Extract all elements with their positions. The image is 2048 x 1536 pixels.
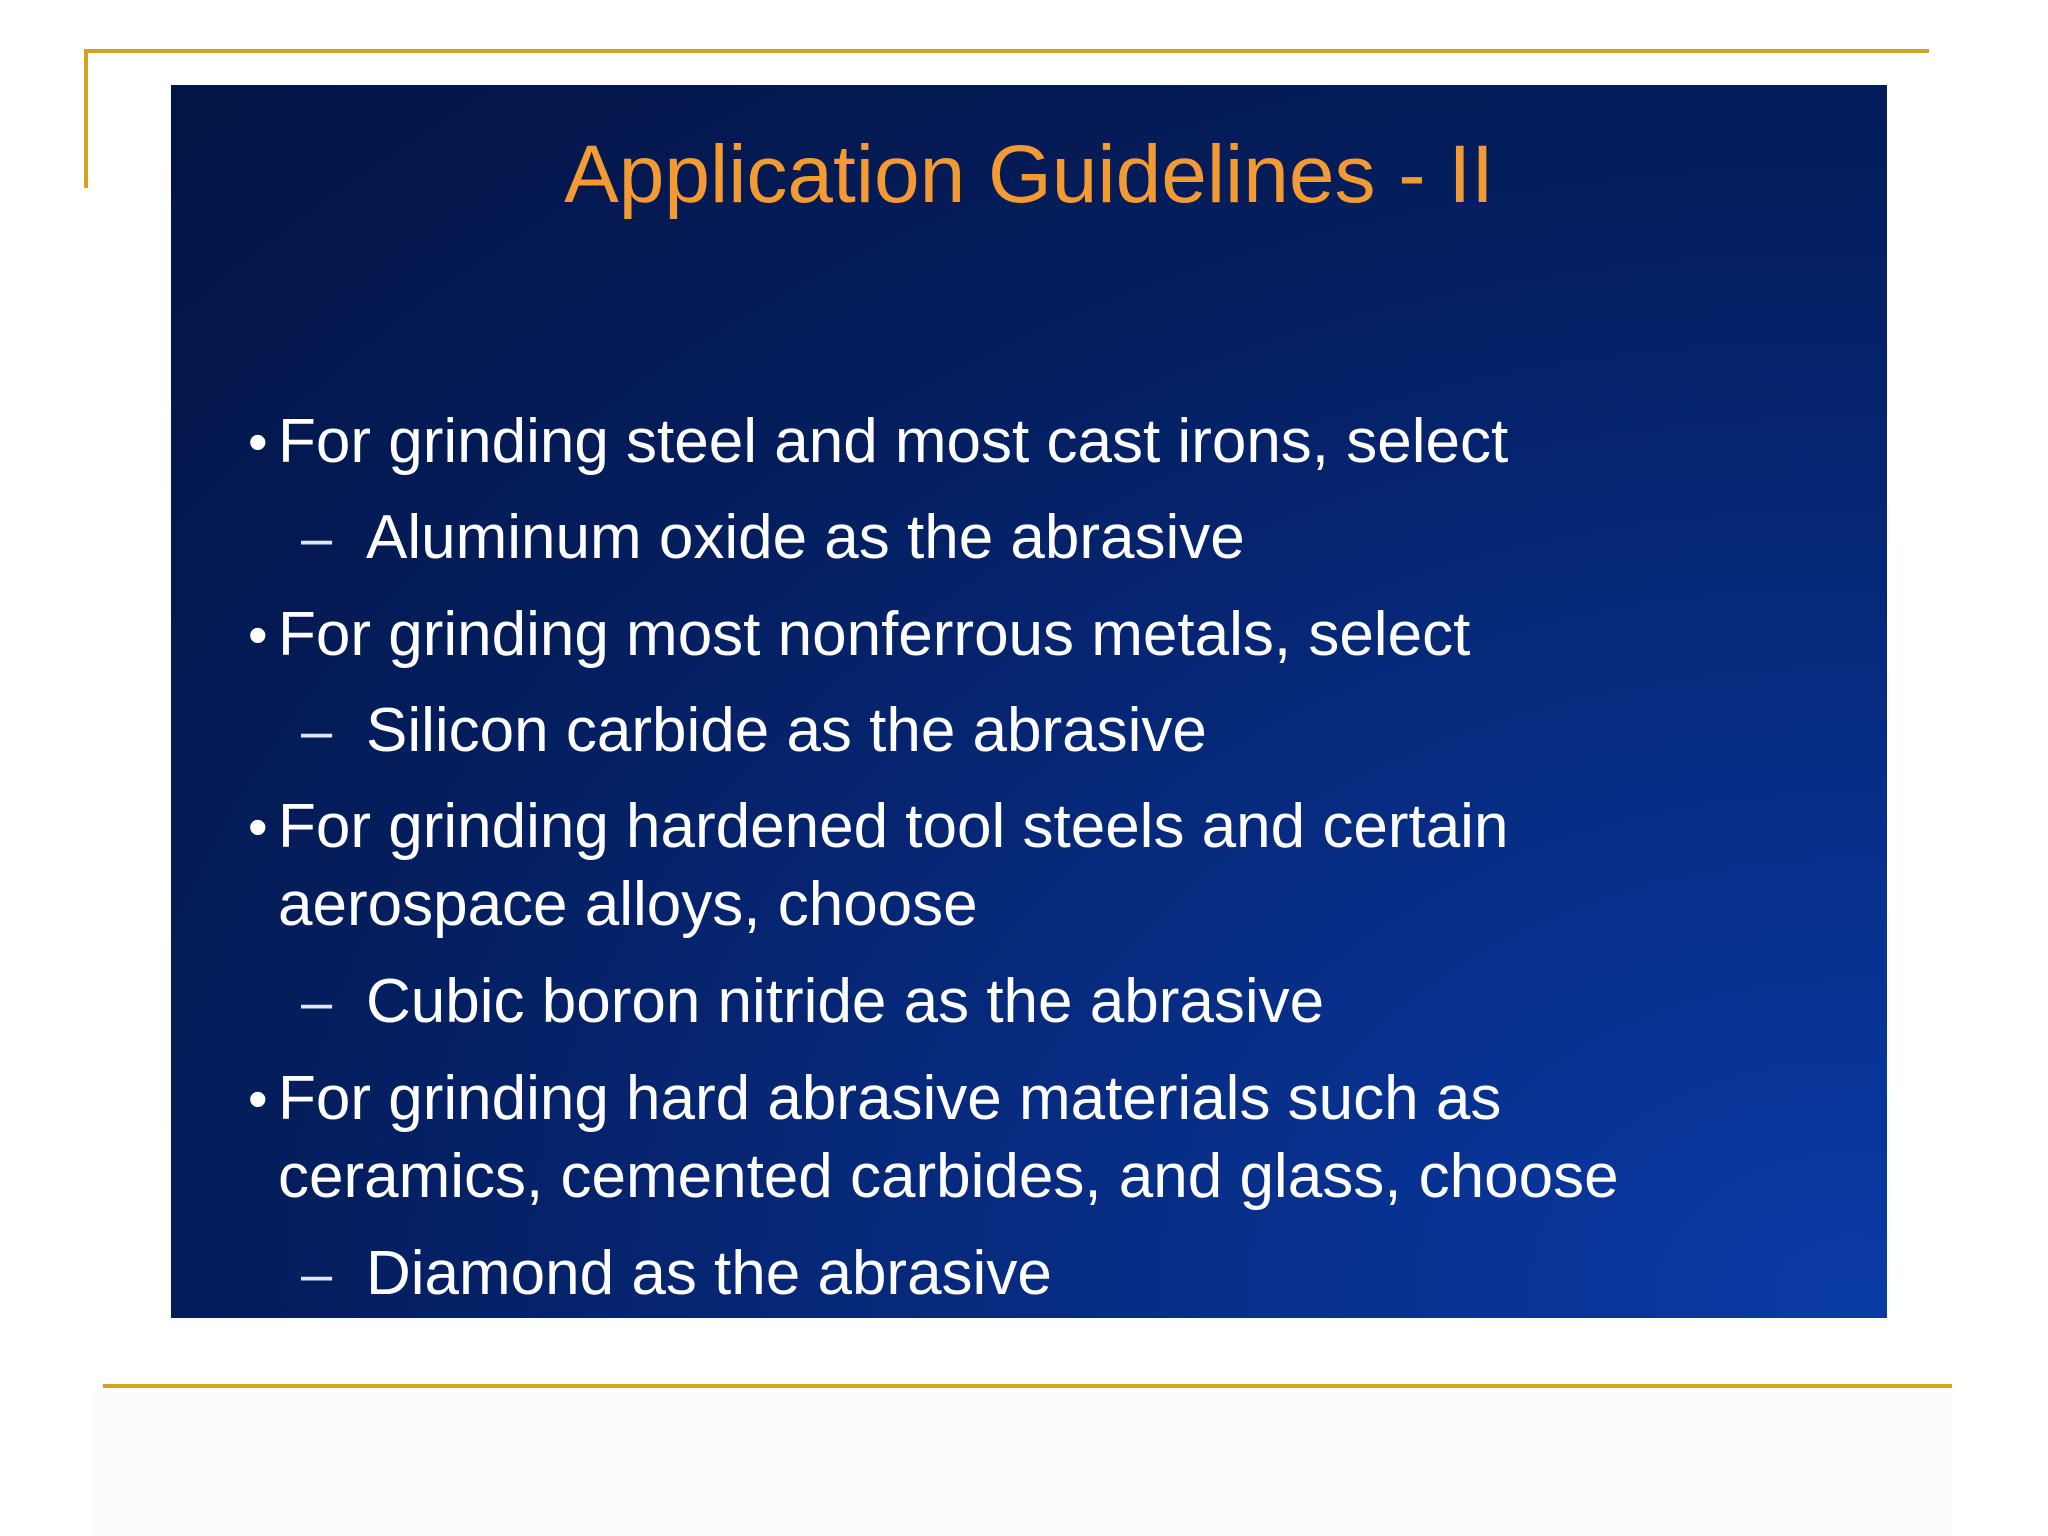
- sub-bullet-item: [301, 692, 1846, 770]
- sub-bullet-item: [301, 499, 1846, 577]
- footer-area: [92, 1392, 1952, 1536]
- bullet-item: [248, 788, 1838, 944]
- slide-image: [171, 85, 1887, 1318]
- bullet-text: For grinding most nonferrous metals, select: [278, 600, 1471, 669]
- sub-bullet-marker: –: [301, 970, 333, 1033]
- sub-bullet-marker: –: [301, 699, 333, 762]
- slide-title: Application Guidelines - II: [564, 129, 1494, 220]
- bullet-text-line-1: For grinding hard abrasive materials such as: [278, 1064, 1502, 1133]
- top-accent-rule: [84, 49, 1929, 53]
- sub-bullet-text: Aluminum oxide as the abrasive: [366, 503, 1245, 572]
- bullet-marker: •: [248, 1067, 268, 1130]
- bullet-text-line-2: ceramics, cemented carbides, and glass, choose: [278, 1142, 1619, 1211]
- bullet-item: [248, 596, 1838, 674]
- bullet-item: [248, 403, 1838, 481]
- bullet-text: For grinding steel and most cast irons, select: [278, 407, 1509, 476]
- left-accent-rule: [84, 49, 88, 188]
- bullet-item: [248, 1060, 1838, 1216]
- bullet-marker: •: [248, 603, 268, 666]
- sub-bullet-text: Cubic boron nitride as the abrasive: [366, 967, 1325, 1036]
- sub-bullet-marker: –: [301, 1242, 333, 1305]
- sub-bullet-marker: –: [301, 506, 333, 569]
- sub-bullet-text: Silicon carbide as the abrasive: [366, 696, 1207, 765]
- bottom-accent-rule: [103, 1384, 1952, 1388]
- sub-bullet-item: [301, 963, 1846, 1041]
- bullet-marker: •: [248, 410, 268, 473]
- sub-bullet-text: Diamond as the abrasive: [366, 1239, 1052, 1308]
- bullet-marker: •: [248, 795, 268, 858]
- bullet-text-line-1: For grinding hardened tool steels and certain: [278, 792, 1509, 861]
- slide-bullet-list: [171, 85, 1887, 1318]
- bullet-text-line-2: aerospace alloys, choose: [278, 870, 978, 939]
- sub-bullet-item: [301, 1235, 1846, 1313]
